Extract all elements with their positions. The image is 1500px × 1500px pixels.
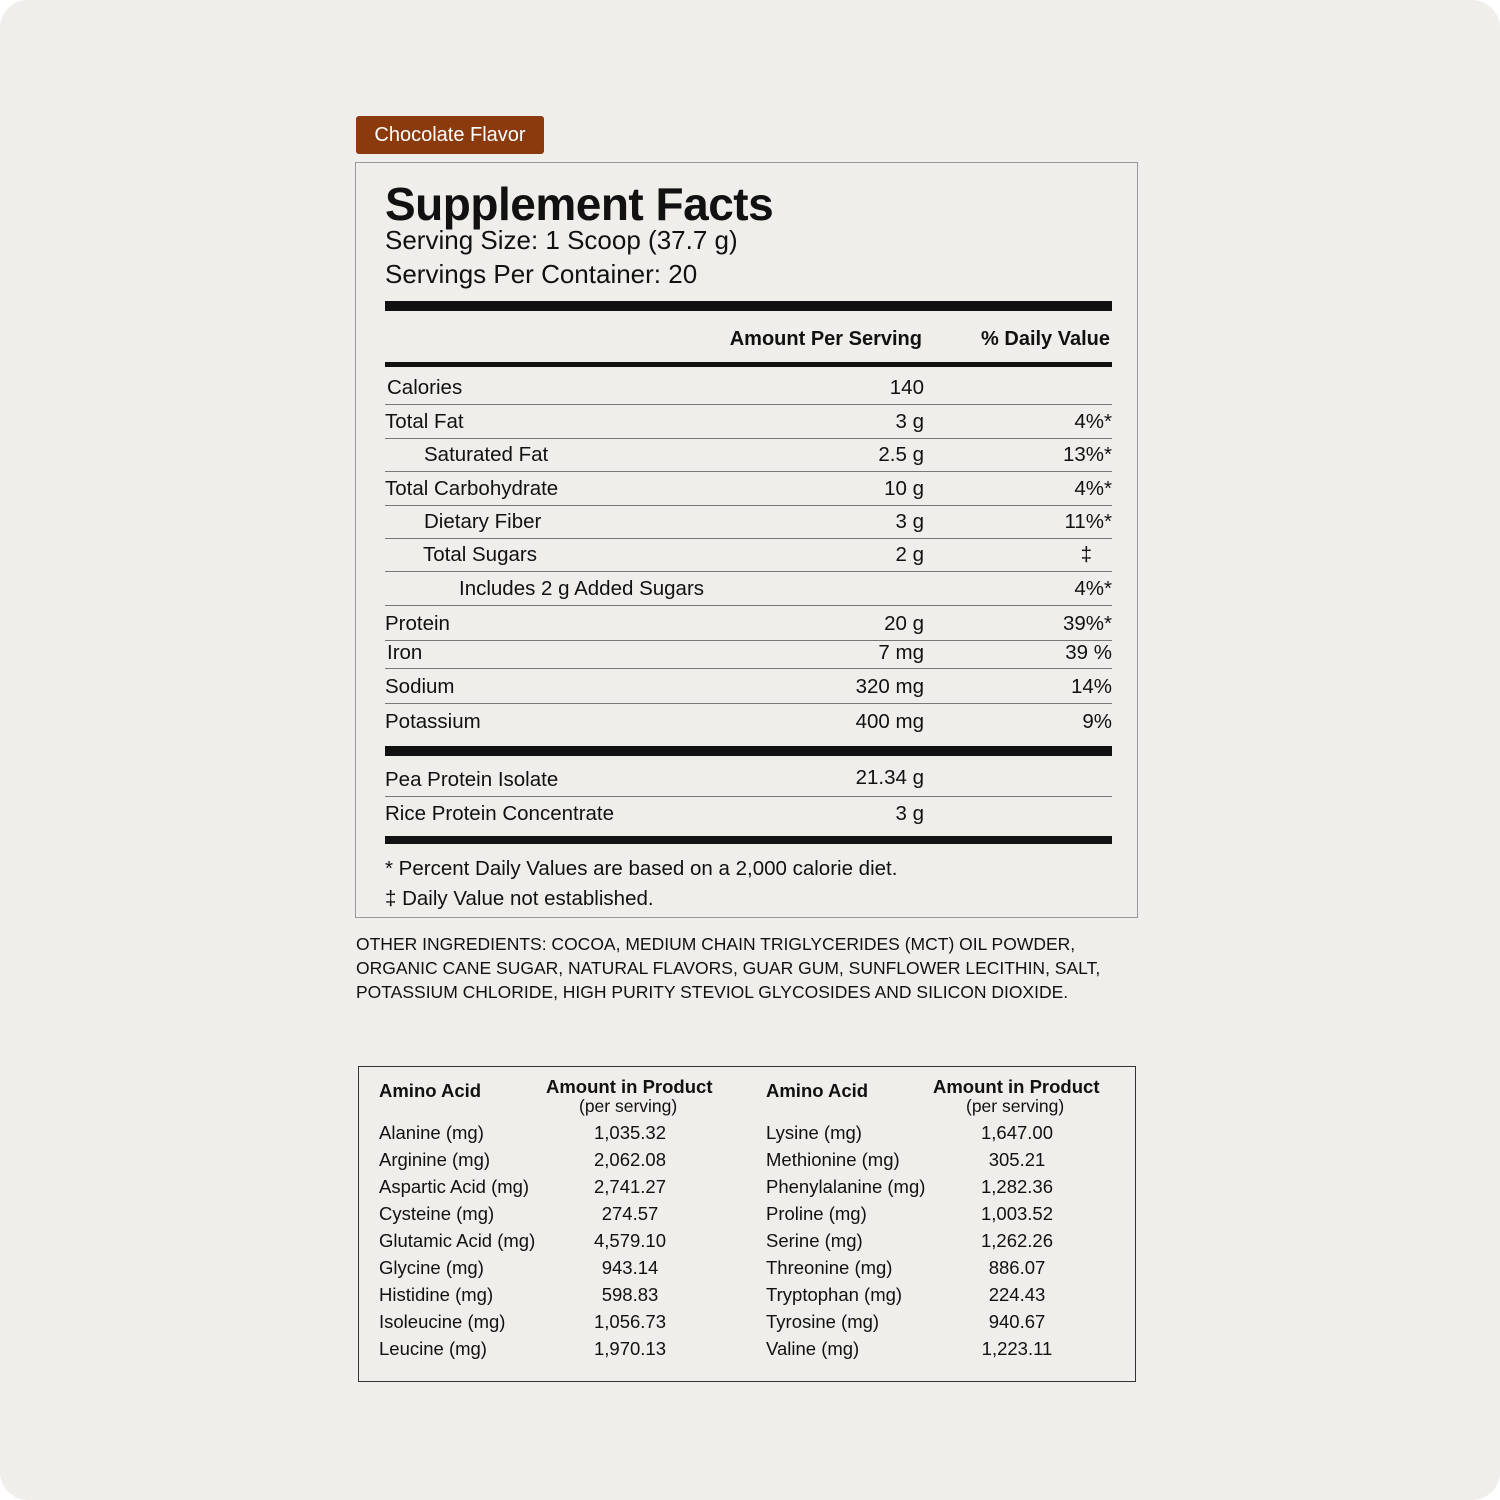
nutrient-row-protein — [385, 607, 1112, 641]
nutrient-daily-value: 14% — [1070, 675, 1112, 698]
amino-row — [766, 1335, 1126, 1362]
amino-name: Alanine (mg) — [379, 1122, 484, 1143]
amino-acid-table — [358, 1066, 1136, 1382]
nutrient-row-added-sugars — [385, 572, 1112, 606]
thick-divider — [385, 836, 1112, 844]
nutrient-label: Total Carbohydrate — [385, 477, 559, 500]
nutrient-row-total-fat — [385, 405, 1112, 439]
amino-value: 1,262.26 — [980, 1230, 1053, 1251]
amino-value: 1,003.52 — [980, 1203, 1053, 1224]
amino-name: Lysine (mg) — [766, 1122, 862, 1143]
nutrient-row-saturated-fat — [385, 438, 1112, 472]
amount-in-product-header: Amount in Product — [546, 1076, 713, 1097]
nutrient-amount: 3 g — [895, 410, 924, 433]
amino-acid-header: Amino Acid — [379, 1080, 482, 1101]
amino-name: Cysteine (mg) — [379, 1203, 495, 1224]
nutrient-row-potassium — [385, 705, 1112, 738]
amino-name: Leucine (mg) — [379, 1338, 487, 1359]
footnote-not-established: ‡ Daily Value not established. — [385, 887, 654, 910]
amino-value: 1,282.36 — [980, 1176, 1053, 1197]
amino-row — [379, 1200, 739, 1227]
nutrient-label: Total Fat — [385, 410, 464, 433]
amino-value: 598.83 — [601, 1284, 659, 1305]
per-serving-subheader: (per serving) — [579, 1096, 678, 1116]
amino-value: 4,579.10 — [593, 1230, 666, 1251]
amino-row — [766, 1254, 1126, 1281]
amino-row — [379, 1254, 739, 1281]
thick-divider — [385, 301, 1112, 311]
nutrient-label: Includes 2 g Added Sugars — [459, 577, 705, 600]
amino-name: Glutamic Acid (mg) — [379, 1230, 536, 1251]
medium-divider — [385, 362, 1112, 367]
amino-value: 274.57 — [601, 1203, 659, 1224]
amino-row — [766, 1281, 1126, 1308]
amino-row — [379, 1281, 739, 1308]
amount-in-product-header: Amount in Product — [933, 1076, 1100, 1097]
nutrient-row-sodium — [385, 670, 1112, 704]
nutrient-daily-value: 39 % — [1065, 641, 1112, 664]
amino-value: 1,223.11 — [981, 1338, 1053, 1359]
nutrient-row-dietary-fiber — [385, 505, 1112, 539]
amino-name: Isoleucine (mg) — [379, 1311, 506, 1332]
blend-amount: 21.34 g — [855, 766, 924, 789]
amino-name: Glycine (mg) — [379, 1257, 484, 1278]
amino-row — [766, 1173, 1126, 1200]
other-ingredients: OTHER INGREDIENTS: COCOA, MEDIUM CHAIN TRIGLYCERIDES (MCT) OIL POWDER, ORGANIC CANE SUGAR, NATURAL FLAVORS, GUAR GUM, SUNFLOWER LECITHIN, SALT, POTASSIUM CHLORIDE, HIGH PURITY STEVIOL GLYCOSIDES AND SILICON DIOXIDE. — [356, 934, 1101, 1002]
thick-divider — [385, 746, 1112, 756]
amino-row — [379, 1146, 739, 1173]
amino-row — [379, 1119, 739, 1146]
footnote-daily-values: * Percent Daily Values are based on a 2,000 calorie diet. — [385, 857, 898, 880]
amino-row — [379, 1308, 739, 1335]
nutrient-amount: 2.5 g — [878, 443, 924, 466]
nutrient-amount: 140 — [889, 376, 924, 399]
amino-row — [766, 1200, 1126, 1227]
amino-value: 1,056.73 — [593, 1311, 666, 1332]
amino-value: 2,741.27 — [593, 1176, 666, 1197]
blend-amount: 3 g — [895, 802, 924, 825]
amino-value: 305.21 — [988, 1149, 1046, 1170]
nutrient-label: Total Sugars — [423, 543, 537, 566]
nutrient-label: Iron — [387, 641, 423, 664]
amino-name: Methionine (mg) — [766, 1149, 900, 1170]
nutrient-amount: 7 mg — [878, 641, 924, 664]
nutrient-amount: 400 mg — [855, 710, 924, 733]
amino-name: Tryptophan (mg) — [766, 1284, 903, 1305]
nutrient-amount: 20 g — [884, 612, 924, 635]
nutrient-daily-value: 11%* — [1064, 510, 1112, 533]
daily-value-header: % Daily Value — [981, 328, 1110, 350]
nutrient-daily-value: 13%* — [1062, 443, 1112, 466]
amino-name: Histidine (mg) — [379, 1284, 494, 1305]
amino-row — [766, 1308, 1126, 1335]
facts-title: Supplement Facts — [385, 178, 774, 230]
supplement-facts-panel — [355, 162, 1138, 918]
nutrient-label: Saturated Fat — [424, 443, 549, 466]
nutrient-amount: 3 g — [895, 510, 924, 533]
nutrient-amount: 10 g — [884, 477, 924, 500]
blend-row-rice-protein — [385, 797, 1112, 830]
flavor-badge: Chocolate Flavor — [356, 116, 544, 154]
serving-size: Serving Size: 1 Scoop (37.7 g) — [385, 225, 738, 255]
amino-row — [379, 1173, 739, 1200]
nutrient-label: Dietary Fiber — [424, 510, 542, 533]
servings-per-container: Servings Per Container: 20 — [385, 259, 698, 289]
nutrient-amount: 320 mg — [855, 675, 924, 698]
nutrient-label: Protein — [385, 612, 450, 635]
amino-name: Serine (mg) — [766, 1230, 863, 1251]
amino-value: 2,062.08 — [593, 1149, 666, 1170]
nutrient-label: Sodium — [385, 675, 455, 698]
amino-row — [766, 1146, 1126, 1173]
blend-row-pea-protein — [385, 763, 1112, 797]
amino-name: Threonine (mg) — [766, 1257, 893, 1278]
amino-name: Phenylalanine (mg) — [766, 1176, 926, 1197]
nutrient-daily-value: 4%* — [1074, 477, 1112, 500]
nutrient-label: Calories — [387, 376, 463, 399]
nutrient-row-total-sugars — [385, 538, 1112, 572]
amino-value: 1,647.00 — [980, 1122, 1053, 1143]
amino-value: 1,970.13 — [593, 1338, 666, 1359]
nutrient-label: Potassium — [385, 710, 481, 733]
amino-name: Aspartic Acid (mg) — [379, 1176, 530, 1197]
amino-name: Arginine (mg) — [379, 1149, 491, 1170]
blend-label: Rice Protein Concentrate — [385, 802, 615, 825]
amino-value: 1,035.32 — [593, 1122, 666, 1143]
amino-acid-header: Amino Acid — [766, 1080, 869, 1101]
nutrient-daily-value: ‡ — [1080, 543, 1092, 566]
nutrient-daily-value: 39%* — [1062, 612, 1112, 635]
amino-name: Tyrosine (mg) — [766, 1311, 880, 1332]
amino-row — [766, 1227, 1126, 1254]
nutrient-daily-value: 9% — [1082, 710, 1112, 733]
amino-value: 940.67 — [988, 1311, 1046, 1332]
amino-name: Valine (mg) — [766, 1338, 860, 1359]
per-serving-subheader: (per serving) — [966, 1096, 1065, 1116]
nutrient-row-calories — [385, 371, 1112, 405]
nutrient-amount: 2 g — [895, 543, 924, 566]
amino-name: Proline (mg) — [766, 1203, 867, 1224]
blend-label: Pea Protein Isolate — [385, 768, 559, 791]
amino-row — [379, 1227, 739, 1254]
amino-value: 224.43 — [988, 1284, 1046, 1305]
nutrient-daily-value: 4%* — [1074, 577, 1112, 600]
amino-row — [379, 1335, 739, 1362]
amino-row — [766, 1119, 1126, 1146]
amount-per-serving-header: Amount Per Serving — [729, 328, 922, 350]
nutrient-daily-value: 4%* — [1074, 410, 1112, 433]
amino-value: 886.07 — [988, 1257, 1046, 1278]
nutrient-row-total-carbohydrate — [385, 472, 1112, 506]
nutrient-row-iron — [385, 638, 1112, 669]
amino-value: 943.14 — [601, 1257, 659, 1278]
